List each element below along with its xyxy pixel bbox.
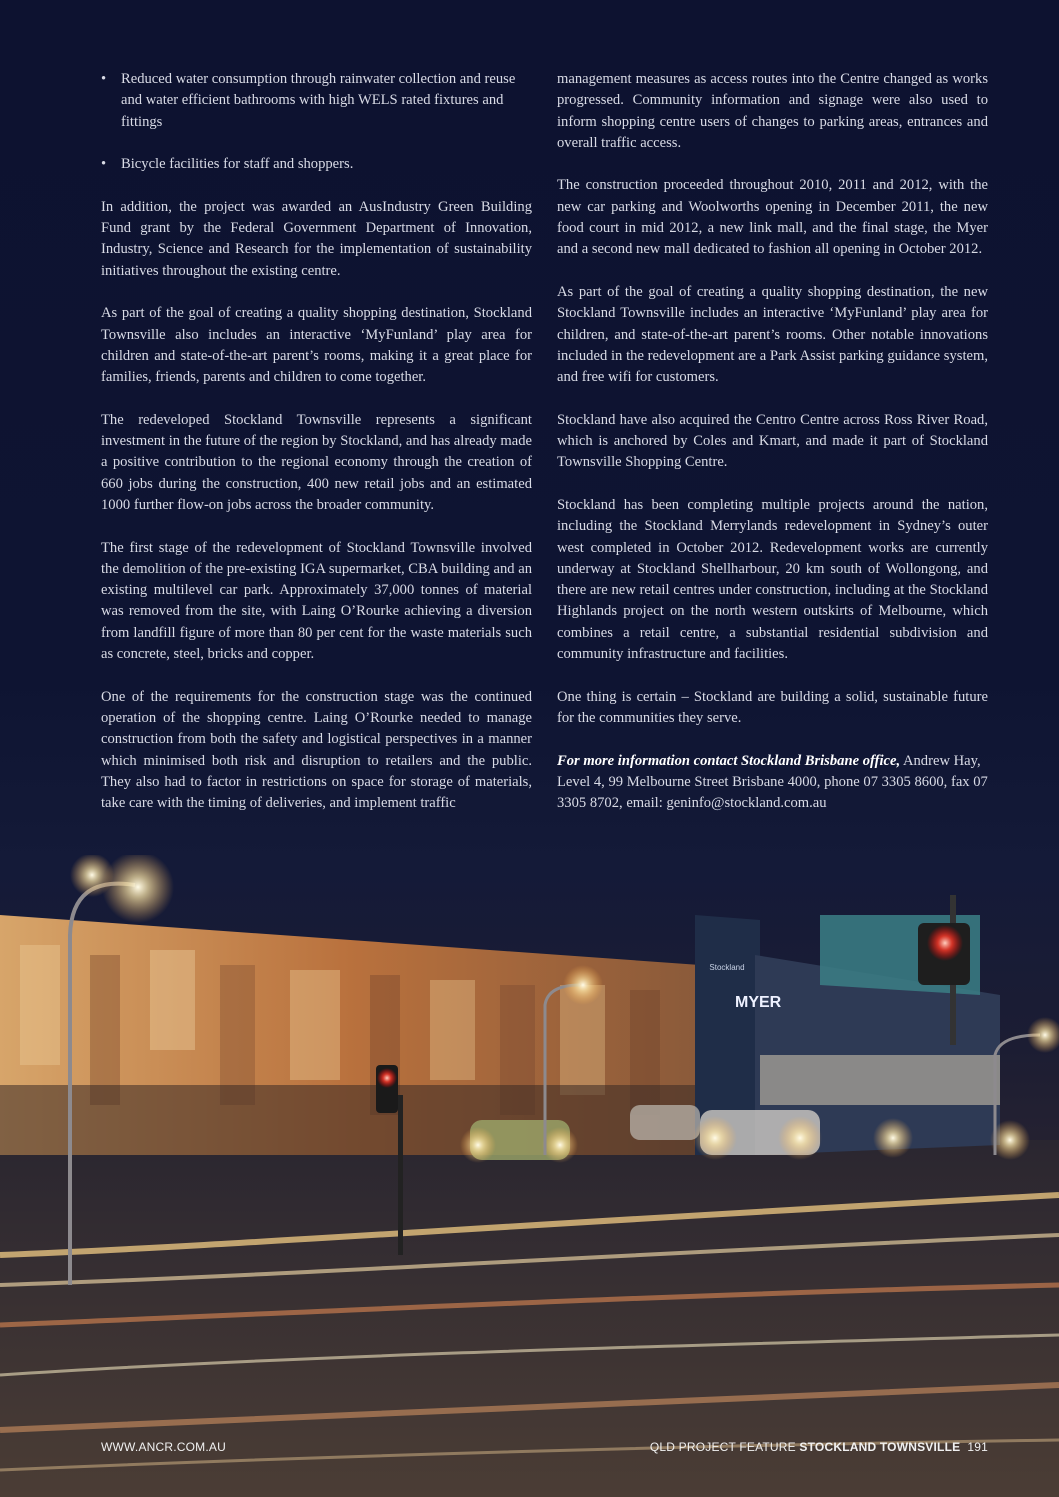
paragraph: The construction proceeded throughout 2010, 2011 and 2012, with the new car parking and Woolworths opening in December 2011, the new food court in mid 2012, a new link mall, and the final stage, the Myer and a second new mall dedicated to fashion all opening in October 2012. — [557, 177, 988, 258]
paragraph: management measures as access routes into the Centre changed as works progressed. Community information and signage were also used to inform shopping centre users of changes to parking areas, entrances and overall traffic access. — [557, 71, 988, 151]
paragraph: In addition, the project was awarded an AusIndustry Green Building Fund grant by the Federal Government Department of Innovation, Industry, Science and Research for the implementation of sustainability initiatives throughout the existing centre. — [101, 198, 532, 279]
contact-lead: For more information contact Stockland Brisbane office, — [557, 752, 901, 769]
tower-logo: Stockland — [709, 963, 745, 972]
feature-bullet-list — [101, 69, 532, 175]
paragraph: The first stage of the redevelopment of Stockland Townsville involved the demolition of the pre-existing IGA supermarket, CBA building and an existing multilevel car park. Approximately 37,000 tonnes of material was removed from the site, with Laing O’Rourke achieving a diversion from landfill figure of more than 80 per cent for the waste materials such as concrete, steel, bricks and copper. — [101, 539, 532, 663]
store-sign: MYER — [735, 994, 782, 1011]
contact-details: Andrew Hay, Level 4, 99 Melbourne Street Brisbane 4000, phone 07 3305 8600, fax 07 3305 8702, email: geninfo@stockland.com.au — [557, 752, 988, 812]
paragraph: As part of the goal of creating a quality shopping destination, Stockland Townsville also includes an interactive ‘MyFunland’ play area for children and state-of-the-art parent’s rooms, making it a great place for families, friends, parents and children to come together. — [101, 305, 532, 386]
shopping-centre-photo — [0, 855, 1059, 1497]
bullet-item: • Reduced water consumption through rainwater collection and reuse and water efficient bathrooms with high WELS rated fixtures and fittings — [101, 69, 532, 133]
right-column — [557, 69, 988, 836]
paragraph: One of the requirements for the construction stage was the continued operation of the shopping centre. Laing O’Rourke needed to manage construction from both the safety and logistical perspectives in a manner which minimised both risk and disruption to retailers and the public. They also had to factor in restrictions on space for storage of materials, take care with the timing of deliveries, and implement traffic — [101, 688, 532, 812]
footer-feature-title: STOCKLAND TOWNSVILLE — [799, 1440, 961, 1454]
paragraph: Stockland has been completing multiple projects around the nation, including the Stockland Merrylands redevelopment in Sydney’s outer west completed in October 2012. Redevelopment works are currently underway at Stockland Shellharbour, 20 km south of Wollongong, and there are new retail centres under construction, including at the Stockland Highlands project on the north western outskirts of Melbourne, which combines a retail centre, a substantial residential subdivision and community infrastructure and facilities. — [557, 496, 988, 663]
footer-section-info — [650, 1440, 988, 1454]
paragraph: One thing is certain – Stockland are building a solid, sustainable future for the communities they serve. — [557, 688, 988, 726]
paragraph: As part of the goal of creating a quality shopping destination, the new Stockland Townsville includes an interactive ‘MyFunland’ play area for children, and state-of-the-art parent’s rooms. Other notable innovations included in the redevelopment are a Park Assist parking guidance system, and free wifi for customers. — [557, 283, 988, 386]
contact-paragraph — [557, 751, 988, 815]
footer-section: QLD PROJECT FEATURE — [649, 1440, 800, 1454]
paragraph: Stockland have also acquired the Centro Centre across Ross River Road, which is anchored by Coles and Kmart, and made it part of Stockland Townsville Shopping Centre. — [557, 411, 988, 471]
page-number: 191 — [967, 1440, 988, 1454]
left-column — [101, 69, 532, 836]
bullet-item: • Bicycle facilities for staff and shoppers. — [101, 154, 532, 175]
paragraph: The redeveloped Stockland Townsville represents a significant investment in the future of the region by Stockland, and has already made a positive contribution to the regional economy through the creation of 660 jobs during the construction, 400 new retail jobs and an estimated 1000 further flow-on jobs across the broader community. — [101, 411, 532, 513]
footer-website: WWW.ANCR.COM.AU — [101, 1440, 226, 1454]
page-footer — [101, 1440, 988, 1458]
